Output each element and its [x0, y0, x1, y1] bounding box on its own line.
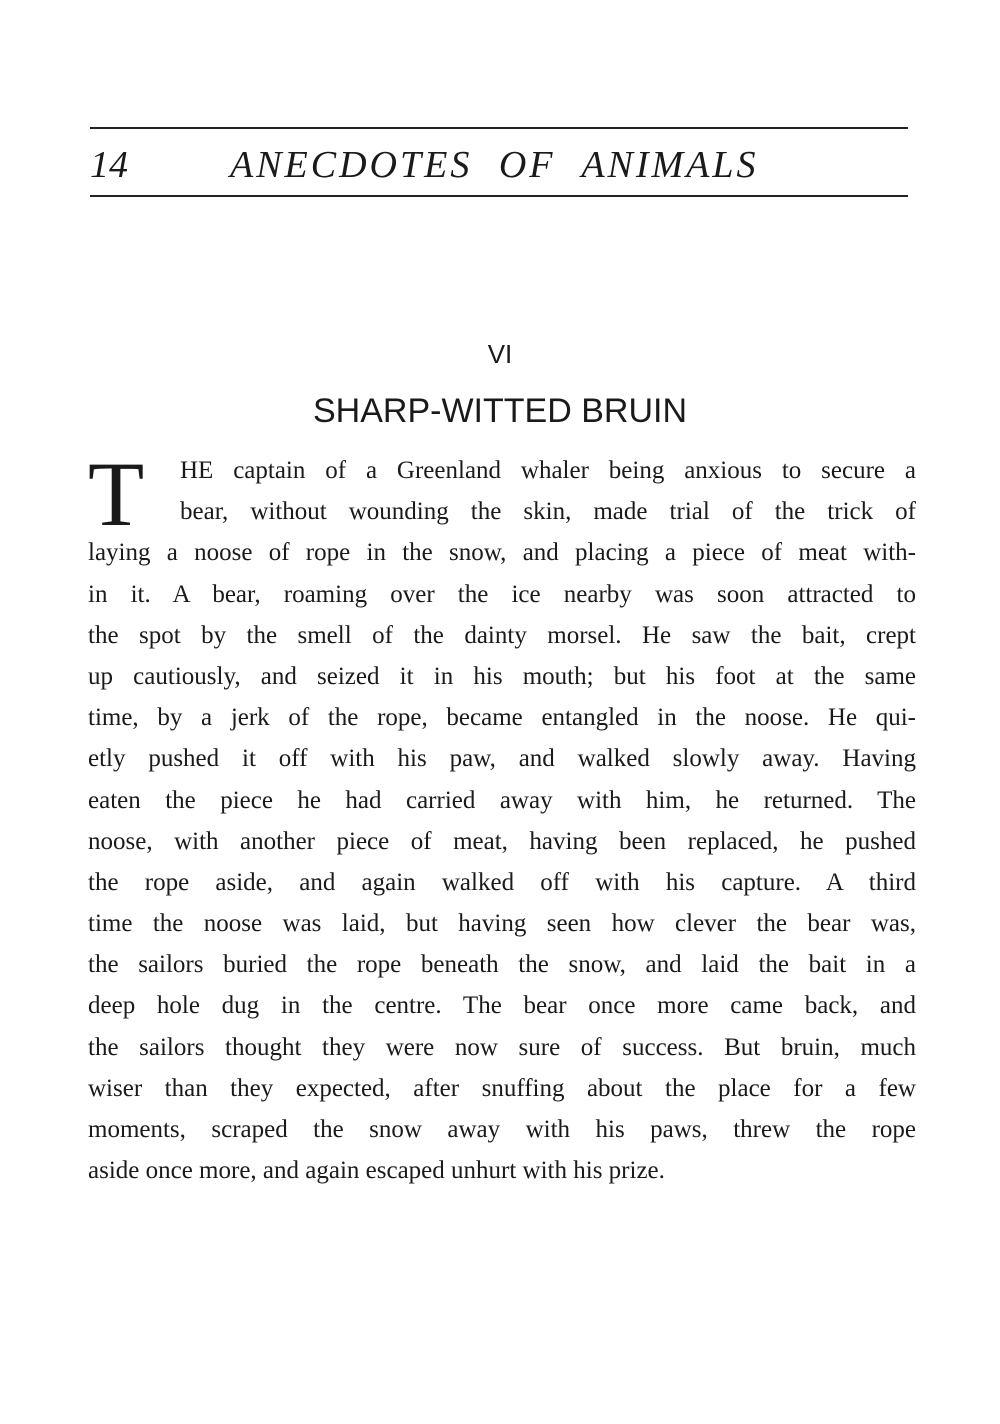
text-line: time, by a jerk of the rope, became entangled in the noose. He qui-	[88, 704, 916, 732]
text-line: the spot by the smell of the dainty morsel. He saw the bait, crept	[88, 621, 916, 649]
text-line: HE captain of a Greenland whaler being anxious to secure a	[180, 457, 916, 484]
header-bottom-rule	[90, 195, 908, 197]
text-line: aside once more, and again escaped unhurt with his prize.	[88, 1157, 665, 1185]
chapter-number: VI	[487, 339, 513, 369]
text-line: laying a noose of rope in the snow, and placing a piece of meat with-	[88, 539, 916, 567]
book-title: ANECDOTES OF ANIMALS	[230, 144, 759, 186]
text-line: eaten the piece he had carried away with him, he returned. The	[88, 786, 916, 814]
page-number: 14	[90, 144, 128, 186]
header-top-rule	[90, 127, 908, 129]
running-head	[90, 140, 908, 190]
text-line: up cautiously, and seized it in his mouth; but his foot at the same	[88, 662, 916, 690]
drop-cap: T	[88, 443, 145, 545]
text-line: time the noose was laid, but having seen how clever the bear was,	[88, 910, 916, 938]
text-line: the sailors buried the rope beneath the snow, and laid the bait in a	[88, 951, 916, 979]
text-line: wiser than they expected, after snuffing about the place for a few	[88, 1074, 916, 1102]
text-line: moments, scraped the snow away with his paws, threw the rope	[88, 1116, 916, 1143]
chapter-title: SHARP-WITTED BRUIN	[313, 392, 687, 430]
text-line: etly pushed it off with his paw, and walked slowly away. Having	[88, 745, 916, 773]
text-line: deep hole dug in the centre. The bear once more came back, and	[88, 992, 916, 1020]
text-line: the rope aside, and again walked off with his capture. A third	[88, 868, 916, 896]
text-line: in it. A bear, roaming over the ice nearby was soon attracted to	[88, 580, 916, 608]
text-line: noose, with another piece of meat, having been replaced, he pushed	[88, 827, 916, 855]
story-text	[88, 443, 916, 1191]
text-line: the sailors thought they were now sure of success. But bruin, much	[88, 1033, 916, 1061]
text-line: bear, without wounding the skin, made trial of the trick of	[180, 498, 916, 526]
